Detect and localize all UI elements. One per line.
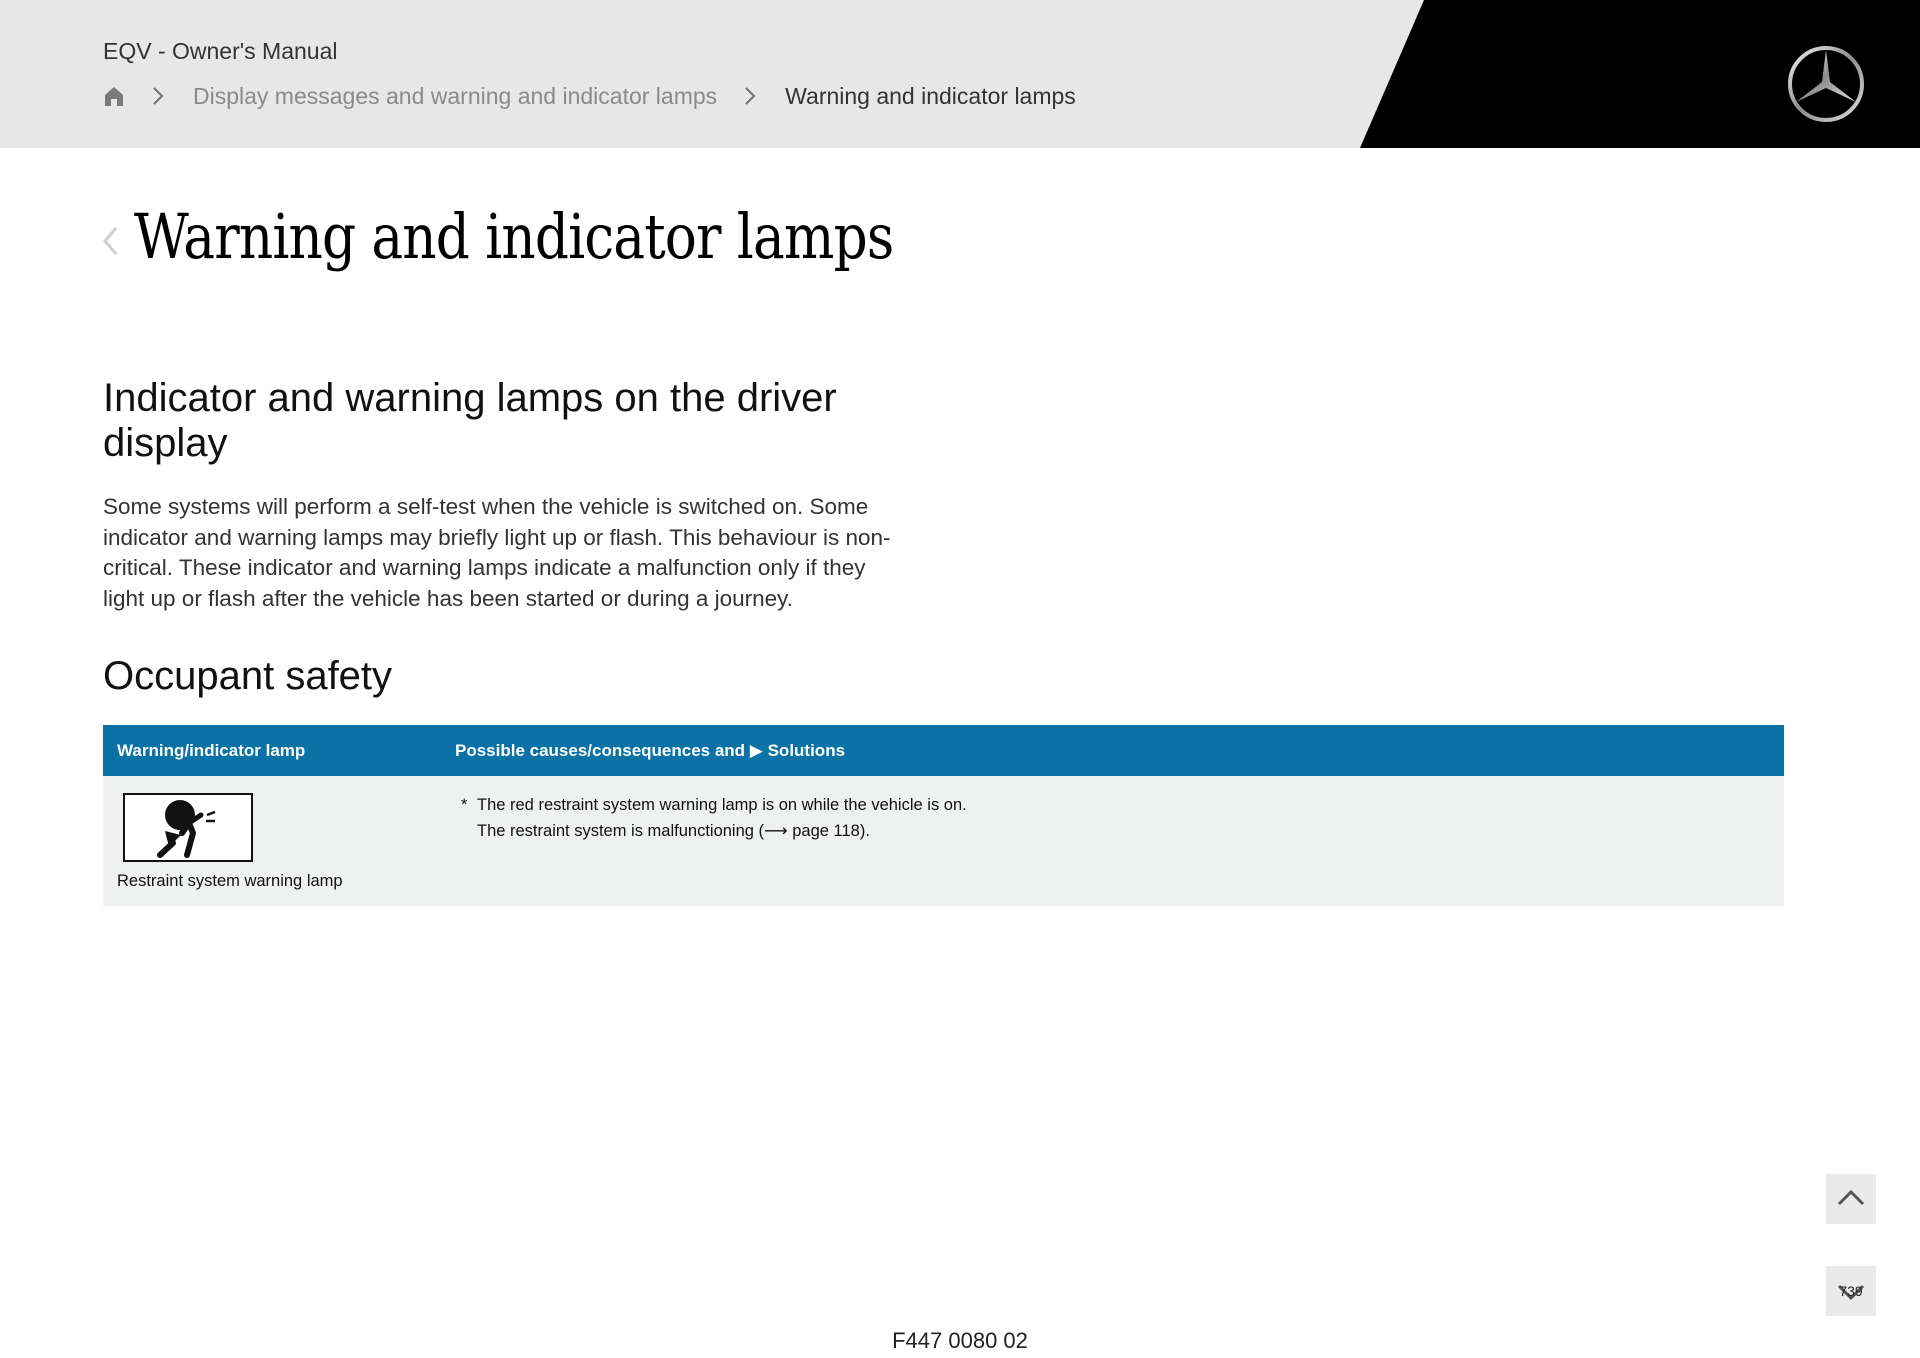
chevron-left-icon[interactable] [100, 222, 120, 260]
breadcrumb-link-display-messages[interactable]: Display messages and warning and indicator lamps [193, 82, 718, 109]
section-heading-driver-display: Indicator and warning lamps on the driver display [103, 376, 837, 465]
section-paragraph: Some systems will perform a self-test when the vehicle is switched on. Some indicator and warning lamps may briefly light up or flash. This behaviour is non-critical. These indicator and warning lamps indicate a malfunction only if they light up or flash after the vehicle has been started or during a journey. [103, 494, 891, 612]
scroll-up-button[interactable] [1826, 1174, 1876, 1224]
breadcrumb [103, 80, 1076, 112]
chevron-right-icon [151, 85, 165, 107]
cause-line-link[interactable]: The restraint system is malfunctioning (⟶ page 118). [477, 822, 870, 840]
breadcrumb-current: Warning and indicator lamps [785, 82, 1076, 109]
table-row [103, 776, 1784, 906]
bullet-marker: * [461, 796, 468, 814]
page-title: Warning and indicator lamps [134, 200, 894, 273]
header [0, 0, 1920, 148]
restraint-system-icon [123, 793, 253, 862]
chevron-up-icon [1826, 1174, 1876, 1224]
page-number: 739 [1839, 1283, 1863, 1299]
home-icon[interactable] [103, 85, 125, 107]
app-title: EQV - Owner's Manual [103, 38, 338, 64]
mercedes-star-logo [1786, 44, 1866, 124]
lamp-label: Restraint system warning lamp [117, 872, 343, 890]
section-heading-occupant-safety: Occupant safety [103, 654, 393, 698]
cause-text [461, 792, 967, 844]
cause-line: The red restraint system warning lamp is on while the vehicle is on. [477, 796, 967, 814]
chevron-right-icon [743, 85, 757, 107]
document-code: F447 0080 02 [892, 1328, 1028, 1353]
column-header-lamp: Warning/indicator lamp [117, 741, 306, 760]
scroll-down-button[interactable] [1826, 1266, 1876, 1316]
column-header-causes: Possible causes/consequences and ▶ Solutions [455, 741, 846, 760]
warning-lamp-table [103, 725, 1784, 906]
table-header [103, 725, 1784, 776]
